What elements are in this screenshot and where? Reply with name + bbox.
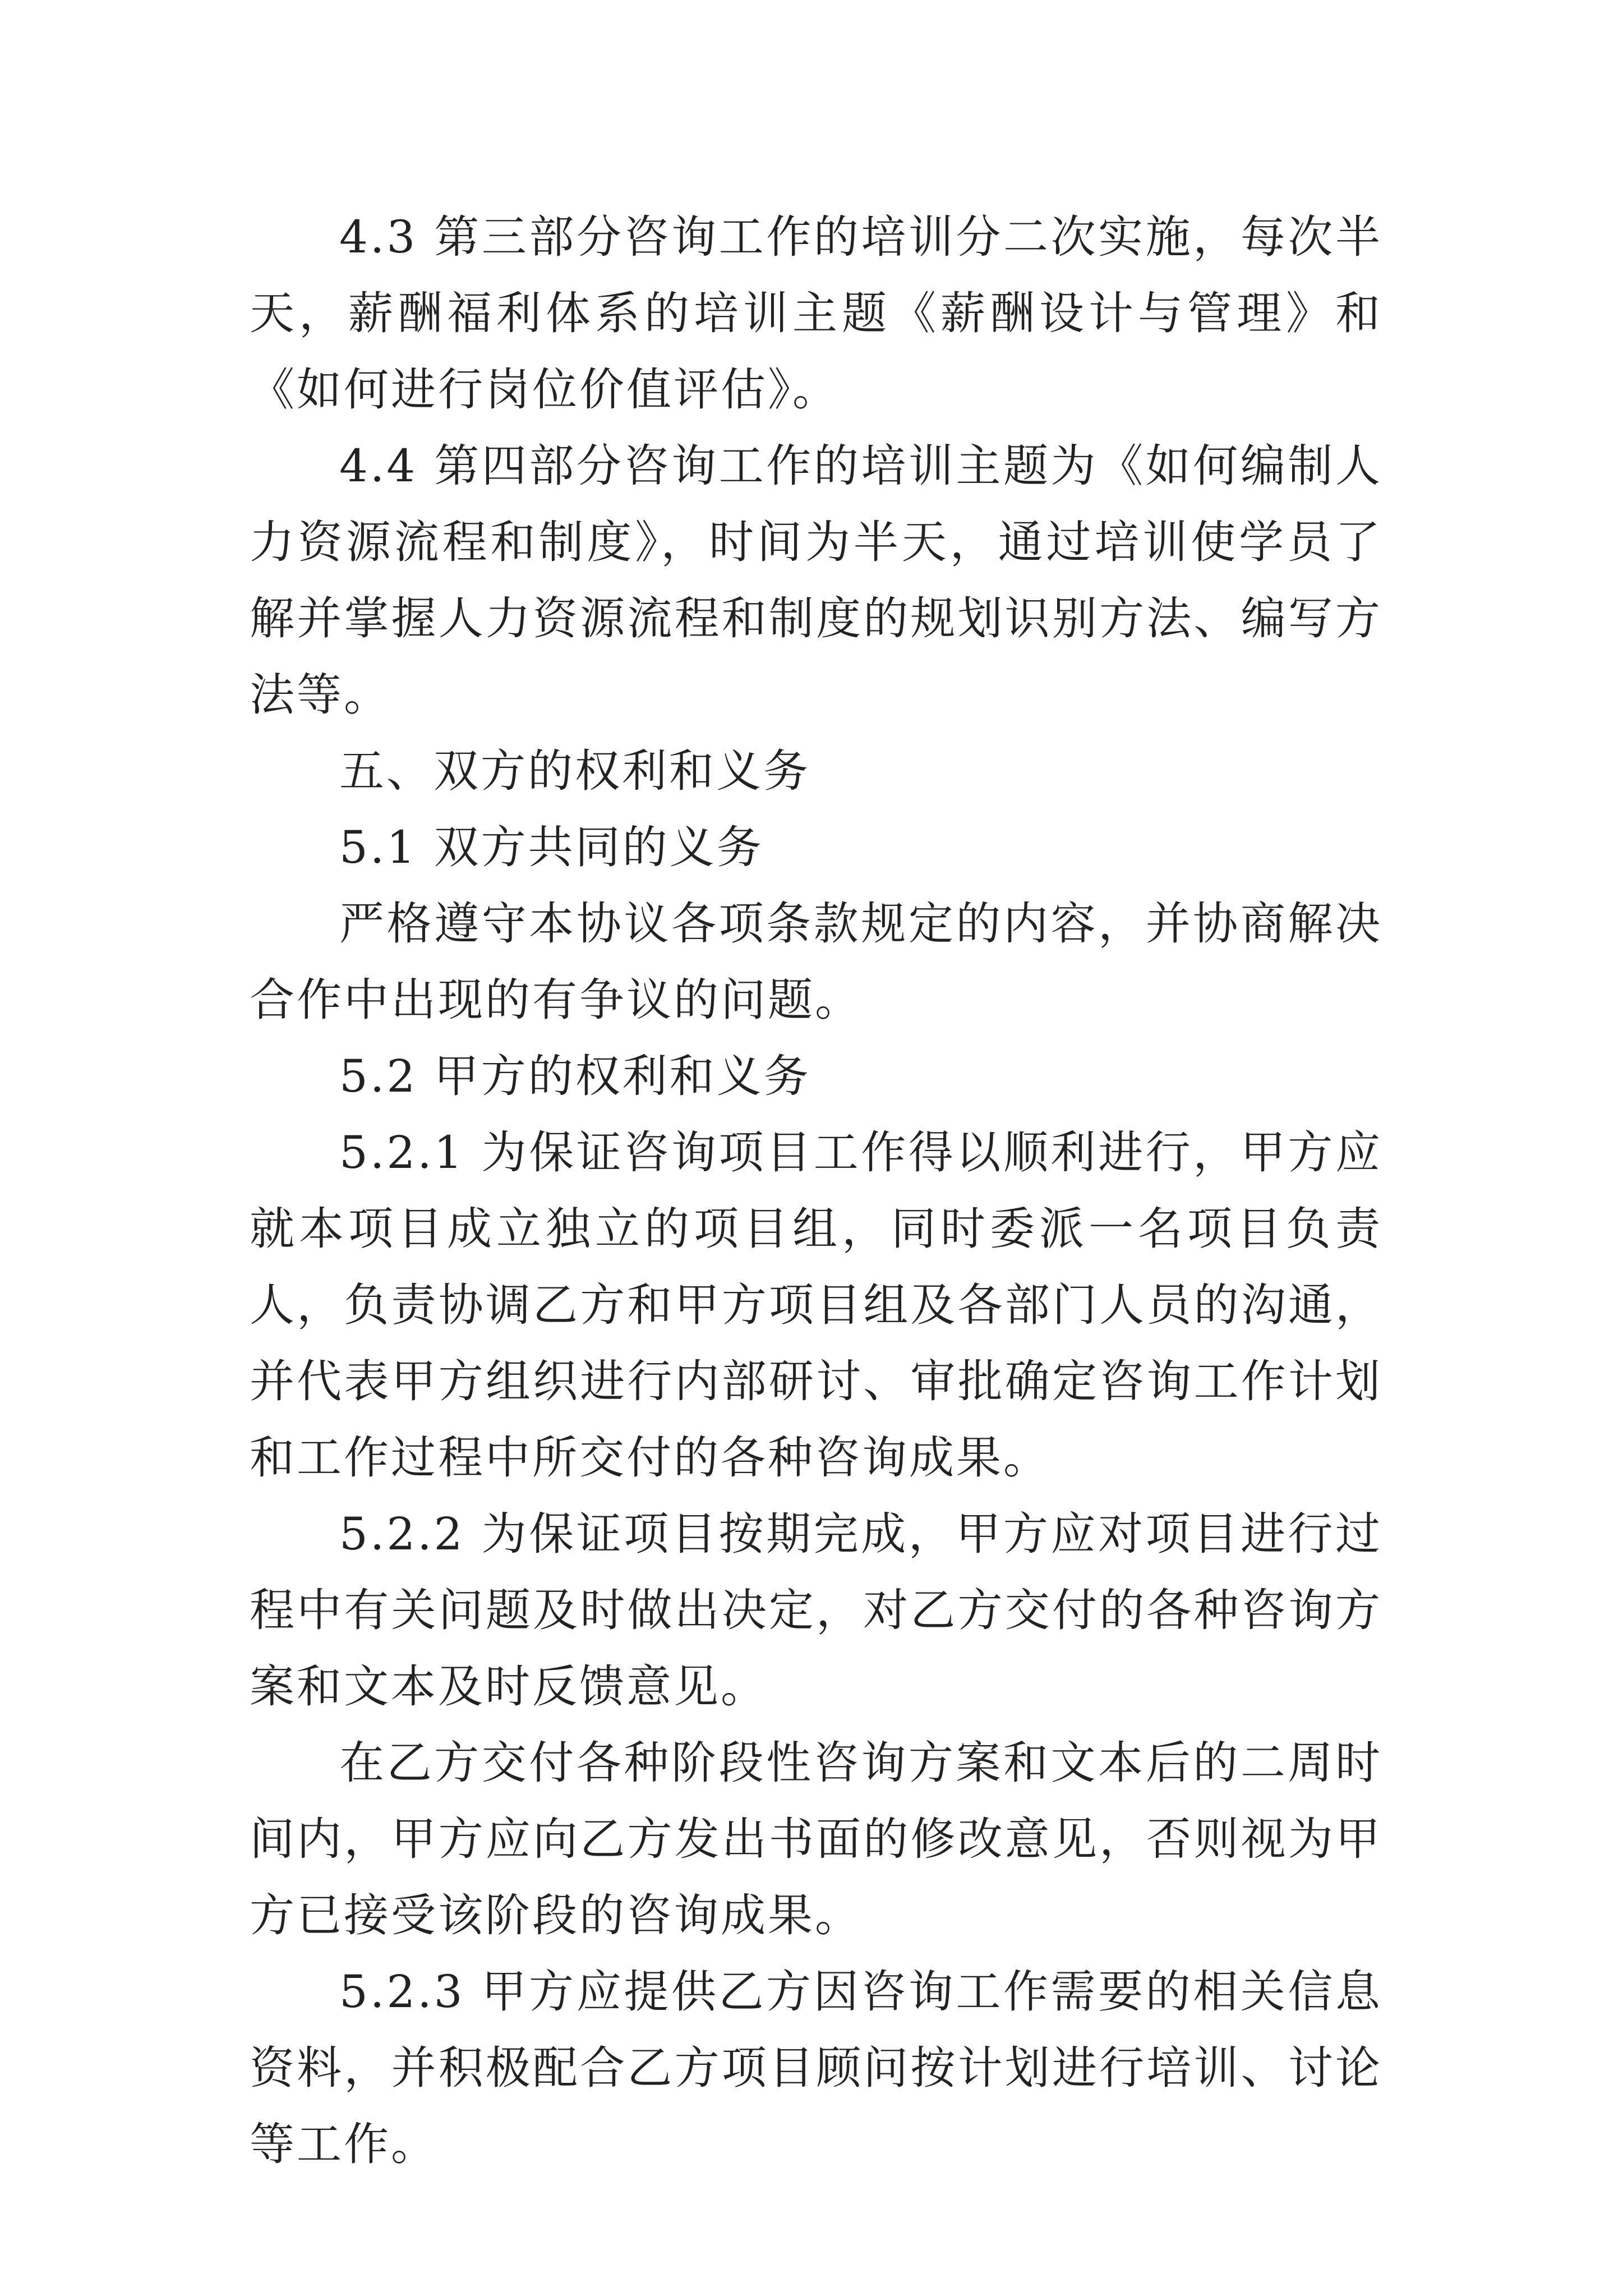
paragraph-5-2-2-continued: 在乙方交付各种阶段性咨询方案和文本后的二周时间内，甲方应向乙方发出书面的修改意见，否则视为甲方已接受该阶段的咨询成果。 (250, 1737, 1382, 1941)
paragraph-5-2-2: 5.2.2 为保证项目按期完成，甲方应对项目进行过程中有关问题及时做出决定，对乙方交付的各种咨询方案和文本及时反馈意见。 (250, 1508, 1382, 1713)
section-heading-rights-obligations: 五、双方的权利和义务 (339, 745, 810, 797)
document-body (250, 199, 1382, 2183)
paragraph-5-2-3: 5.2.3 甲方应提供乙方因咨询工作需要的相关信息资料，并积极配合乙方项目顾问按计划进行培训、讨论等工作。 (250, 1966, 1382, 2170)
paragraph-4-4: 4.4 第四部分咨询工作的培训主题为《如何编制人力资源流程和制度》，时间为半天，通过培训使学员了解并掌握人力资源流程和制度的规划识别方法、编写方法等。 (250, 440, 1382, 721)
subsection-heading-5-1: 5.1 双方共同的义务 (339, 821, 764, 873)
paragraph-5-1-body: 严格遵守本协议各项条款规定的内容，并协商解决合作中出现的有争议的问题。 (250, 898, 1382, 1026)
paragraph-4-3: 4.3 第三部分咨询工作的培训分二次实施，每次半天，薪酬福利体系的培训主题《薪酬设计与管理》和《如何进行岗位价值评估》。 (250, 211, 1382, 416)
subsection-heading-5-2: 5.2 甲方的权利和义务 (339, 1050, 811, 1102)
paragraph-5-2-1: 5.2.1 为保证咨询项目工作得以顺利进行，甲方应就本项目成立独立的项目组，同时委派一名项目负责人，负责协调乙方和甲方项目组及各部门人员的沟通，并代表甲方组织进行内部研讨、审批确定咨询工作计划和工作过程中所交付的各种咨询成果。 (250, 1126, 1382, 1484)
